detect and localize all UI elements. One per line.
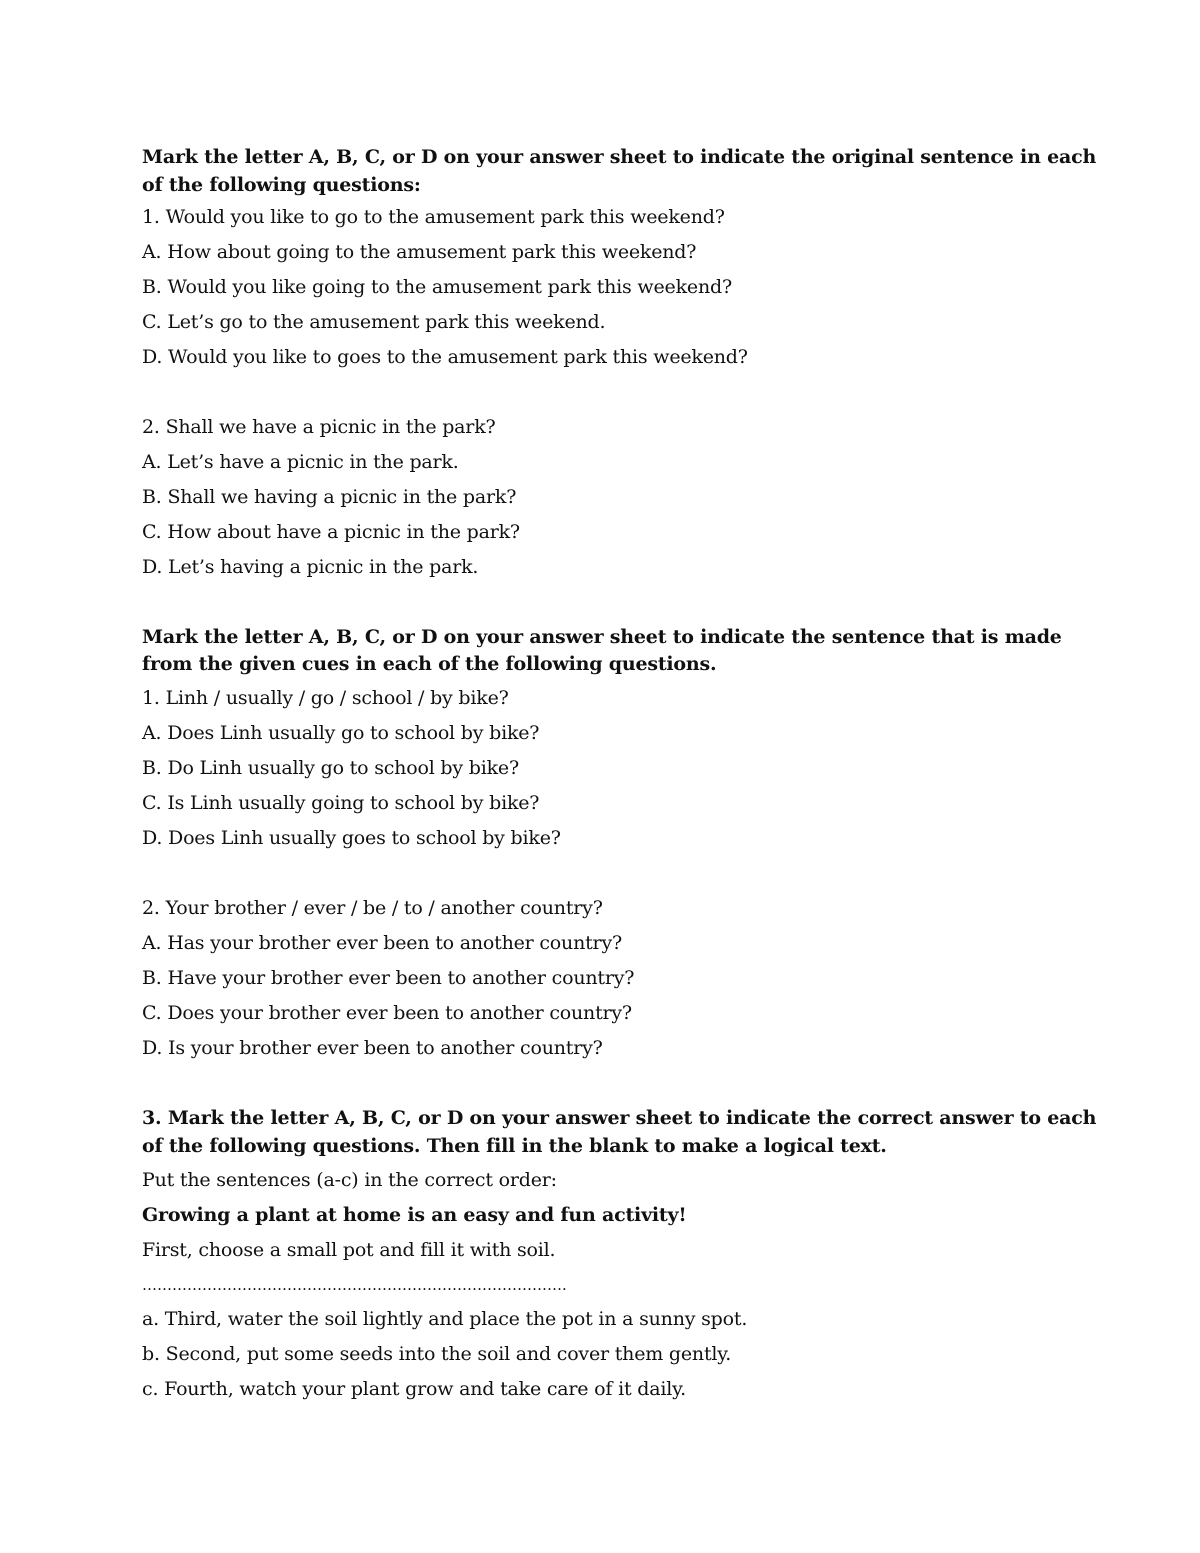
s1-q1-option-d: D. Would you like to goes to the amusement park this weekend? xyxy=(142,346,748,368)
s1-q2-option-b: B. Shall we having a picnic in the park? xyxy=(142,486,517,508)
section3-heading-line1: 3. Mark the letter A, B, C, or D on your answer sheet to indicate the correct answer to each xyxy=(142,1107,1097,1129)
s2-q1-question: 1. Linh / usually / go / school / by bike? xyxy=(142,687,509,709)
s3-instruction: Put the sentences (a-c) in the correct order: xyxy=(142,1169,557,1191)
s3-item-b: b. Second, put some seeds into the soil and cover them gently. xyxy=(142,1343,732,1365)
s3-first-line: First, choose a small pot and fill it with soil. xyxy=(142,1239,556,1261)
s3-blank-line: …………………………………………………………………………. xyxy=(142,1276,567,1294)
section3-heading-line2: of the following questions. Then fill in the blank to make a logical text. xyxy=(142,1135,887,1157)
s1-q1-option-a: A. How about going to the amusement park this weekend? xyxy=(142,241,697,263)
section1-heading-line1: Mark the letter A, B, C, or D on your answer sheet to indicate the original sentence in each xyxy=(142,146,1097,168)
s3-item-a: a. Third, water the soil lightly and place the pot in a sunny spot. xyxy=(142,1308,748,1330)
s1-q1-option-c: C. Let’s go to the amusement park this weekend. xyxy=(142,311,606,333)
s2-q1-option-c: C. Is Linh usually going to school by bike? xyxy=(142,792,540,814)
s2-q2-question: 2. Your brother / ever / be / to / another country? xyxy=(142,897,603,919)
s1-q2-option-d: D. Let’s having a picnic in the park. xyxy=(142,556,479,578)
s1-q2-question: 2. Shall we have a picnic in the park? xyxy=(142,416,496,438)
section2-heading-line1: Mark the letter A, B, C, or D on your answer sheet to indicate the sentence that is made xyxy=(142,626,1062,648)
section1-heading-line2: of the following questions: xyxy=(142,174,421,196)
s2-q1-option-d: D. Does Linh usually goes to school by bike? xyxy=(142,827,561,849)
s2-q1-option-b: B. Do Linh usually go to school by bike? xyxy=(142,757,519,779)
s1-q2-option-a: A. Let’s have a picnic in the park. xyxy=(142,451,459,473)
s3-title: Growing a plant at home is an easy and fun activity! xyxy=(142,1204,687,1226)
s2-q2-option-d: D. Is your brother ever been to another country? xyxy=(142,1037,603,1059)
s2-q1-option-a: A. Does Linh usually go to school by bike? xyxy=(142,722,540,744)
s3-item-c: c. Fourth, watch your plant grow and take care of it daily. xyxy=(142,1378,686,1400)
s2-q2-option-c: C. Does your brother ever been to another country? xyxy=(142,1002,632,1024)
s1-q1-option-b: B. Would you like going to the amusement park this weekend? xyxy=(142,276,732,298)
s2-q2-option-a: A. Has your brother ever been to another country? xyxy=(142,932,622,954)
s2-q2-option-b: B. Have your brother ever been to another country? xyxy=(142,967,635,989)
section2-heading-line2: from the given cues in each of the following questions. xyxy=(142,653,717,675)
s1-q1-question: 1. Would you like to go to the amusement park this weekend? xyxy=(142,206,725,228)
s1-q2-option-c: C. How about have a picnic in the park? xyxy=(142,521,520,543)
